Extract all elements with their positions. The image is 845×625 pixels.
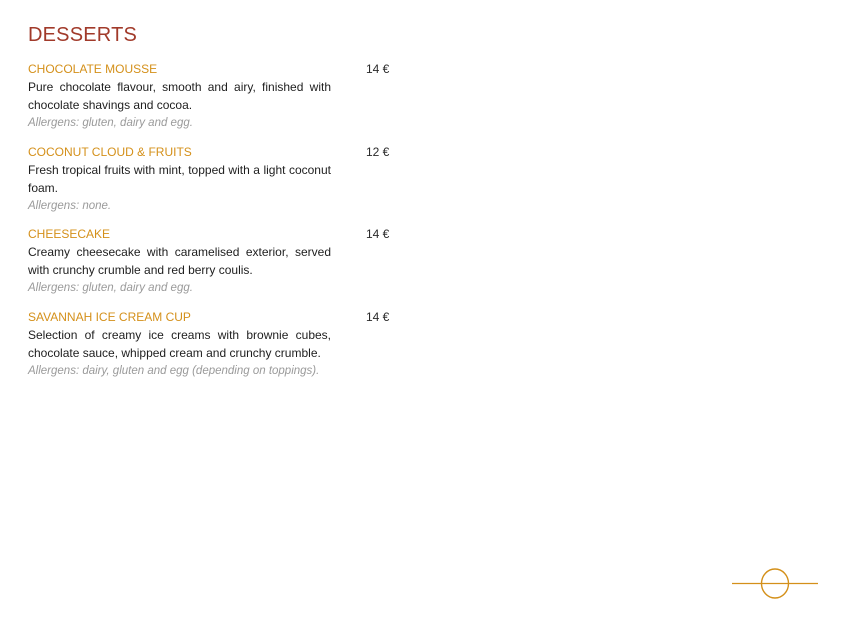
item-name: CHEESECAKE [28, 227, 111, 241]
menu-item-savannah-ice-cream [28, 308, 398, 380]
circle-line-logo-icon [730, 566, 820, 602]
menu-item-cheesecake [28, 225, 398, 297]
item-price: 14 € [366, 227, 390, 241]
item-price: 14 € [366, 62, 390, 76]
item-name: COCONUT CLOUD & FRUITS [28, 145, 192, 159]
item-price: 12 € [366, 145, 390, 159]
item-allergens: Allergens: none. [28, 200, 112, 212]
item-description: Selection of creamy ice creams with brownie cubes, chocolate sauce, whipped cream and crunchy crumble. [28, 328, 331, 360]
item-description: Creamy cheesecake with caramelised exterior, served with crunchy crumble and red berry coulis. [28, 245, 331, 277]
menu-item-coconut-cloud [28, 143, 398, 215]
item-allergens: Allergens: gluten, dairy and egg. [28, 282, 193, 294]
item-name: SAVANNAH ICE CREAM CUP [28, 310, 191, 324]
menu-item-chocolate-mousse [28, 60, 398, 132]
page-title: DESSERTS [28, 24, 138, 46]
item-allergens: Allergens: gluten, dairy and egg. [28, 117, 193, 129]
item-description: Fresh tropical fruits with mint, topped with a light coconut foam. [28, 163, 331, 195]
item-allergens: Allergens: dairy, gluten and egg (depending on toppings). [28, 365, 320, 377]
item-price: 14 € [366, 310, 390, 324]
item-name: CHOCOLATE MOUSSE [28, 62, 158, 76]
item-description: Pure chocolate flavour, smooth and airy, finished with chocolate shavings and cocoa. [28, 80, 331, 112]
